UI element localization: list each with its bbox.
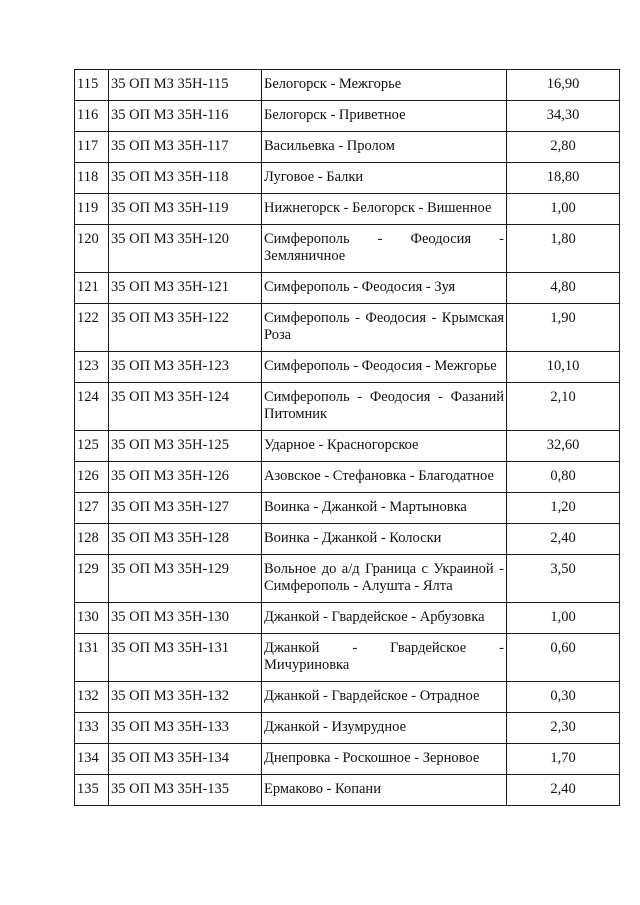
- road-name-cell: [262, 225, 507, 273]
- road-length-cell: [507, 383, 620, 431]
- road-length-cell: [507, 744, 620, 775]
- road-code-cell: [109, 713, 262, 744]
- table-row: [75, 304, 620, 352]
- road-name-cell: [262, 603, 507, 634]
- road-name-cell: [262, 524, 507, 555]
- road-length-text: 34,30: [546, 107, 580, 123]
- road-length-cell: [507, 775, 620, 806]
- road-name-text: Луговое - Балки: [264, 169, 364, 185]
- road-name-cell: [262, 634, 507, 682]
- road-code-text: 35 ОП МЗ 35Н-128: [111, 530, 230, 546]
- road-name-text: Ермаково - Копани: [264, 781, 381, 797]
- row-number-cell: [75, 383, 109, 431]
- road-code-text: 35 ОП МЗ 35Н-129: [111, 561, 230, 577]
- road-code-cell: [109, 304, 262, 352]
- row-number-text: 131: [77, 640, 99, 656]
- road-name-text: Белогорск - Межгорье: [264, 76, 402, 92]
- road-name-text: Нижнегорск - Белогорск - Вишенное: [264, 200, 492, 216]
- row-number-cell: [75, 225, 109, 273]
- road-length-cell: [507, 132, 620, 163]
- row-number-cell: [75, 603, 109, 634]
- table-row: [75, 132, 620, 163]
- road-code-cell: [109, 603, 262, 634]
- row-number-cell: [75, 70, 109, 101]
- road-code-text: 35 ОП МЗ 35Н-123: [111, 358, 230, 374]
- road-code-text: 35 ОП МЗ 35Н-130: [111, 609, 230, 625]
- table-row: [75, 225, 620, 273]
- row-number-cell: [75, 163, 109, 194]
- road-name-text: Джанкой - Изумрудное: [264, 719, 407, 735]
- road-code-cell: [109, 634, 262, 682]
- road-name-text: Симферополь - Феодосия - Фазаний Питомник: [264, 389, 504, 422]
- road-code-text: 35 ОП МЗ 35Н-127: [111, 499, 230, 515]
- row-number-text: 120: [77, 231, 99, 247]
- row-number-text: 134: [77, 750, 99, 766]
- row-number-text: 132: [77, 688, 99, 704]
- road-name-text: Воинка - Джанкой - Колоски: [264, 530, 442, 546]
- road-length-text: 0,60: [550, 640, 576, 656]
- table-row: [75, 682, 620, 713]
- table-row: [75, 744, 620, 775]
- road-length-cell: [507, 163, 620, 194]
- road-length-text: 32,60: [546, 437, 580, 453]
- road-code-text: 35 ОП МЗ 35Н-133: [111, 719, 230, 735]
- table-row: [75, 101, 620, 132]
- road-code-text: 35 ОП МЗ 35Н-116: [111, 107, 229, 123]
- road-length-cell: [507, 524, 620, 555]
- row-number-cell: [75, 462, 109, 493]
- road-length-text: 16,90: [546, 76, 580, 92]
- table-row: [75, 163, 620, 194]
- row-number-text: 128: [77, 530, 99, 546]
- row-number-text: 127: [77, 499, 99, 515]
- road-code-text: 35 ОП МЗ 35Н-124: [111, 389, 230, 405]
- road-name-cell: [262, 194, 507, 225]
- road-code-text: 35 ОП МЗ 35Н-135: [111, 781, 230, 797]
- road-length-text: 1,00: [550, 200, 576, 216]
- road-length-cell: [507, 603, 620, 634]
- road-length-text: 2,80: [550, 138, 576, 154]
- road-length-cell: [507, 273, 620, 304]
- road-name-text: Васильевка - Пролом: [264, 138, 395, 154]
- road-code-text: 35 ОП МЗ 35Н-118: [111, 169, 229, 185]
- road-name-text: Азовское - Стефановка - Благодатное: [264, 468, 494, 484]
- row-number-text: 118: [77, 169, 99, 185]
- road-code-cell: [109, 225, 262, 273]
- road-name-cell: [262, 431, 507, 462]
- road-length-cell: [507, 462, 620, 493]
- row-number-text: 121: [77, 279, 99, 295]
- road-name-text: Воинка - Джанкой - Мартыновка: [264, 499, 467, 515]
- road-length-text: 18,80: [546, 169, 580, 185]
- road-length-text: 4,80: [550, 279, 576, 295]
- row-number-text: 123: [77, 358, 99, 374]
- table-row: [75, 194, 620, 225]
- road-code-cell: [109, 352, 262, 383]
- road-name-cell: [262, 101, 507, 132]
- road-name-text: Джанкой - Гвардейское - Отрадное: [264, 688, 480, 704]
- row-number-cell: [75, 634, 109, 682]
- road-length-cell: [507, 304, 620, 352]
- road-code-text: 35 ОП МЗ 35Н-126: [111, 468, 230, 484]
- road-length-cell: [507, 555, 620, 603]
- road-name-cell: [262, 462, 507, 493]
- road-name-text: Ударное - Красногорское: [264, 437, 419, 453]
- row-number-cell: [75, 194, 109, 225]
- road-code-text: 35 ОП МЗ 35Н-117: [111, 138, 229, 154]
- road-code-text: 35 ОП МЗ 35Н-119: [111, 200, 229, 216]
- row-number-cell: [75, 682, 109, 713]
- table-row: [75, 70, 620, 101]
- road-length-text: 1,70: [550, 750, 576, 766]
- road-length-text: 1,90: [550, 310, 576, 326]
- road-code-text: 35 ОП МЗ 35Н-115: [111, 76, 229, 92]
- road-length-cell: [507, 194, 620, 225]
- road-name-cell: [262, 304, 507, 352]
- roads-table-body: [75, 70, 620, 806]
- road-code-cell: [109, 524, 262, 555]
- road-length-cell: [507, 431, 620, 462]
- row-number-text: 133: [77, 719, 99, 735]
- row-number-cell: [75, 524, 109, 555]
- row-number-cell: [75, 352, 109, 383]
- road-length-cell: [507, 634, 620, 682]
- road-name-text: Днепровка - Роскошное - Зерновое: [264, 750, 480, 766]
- road-code-text: 35 ОП МЗ 35Н-121: [111, 279, 230, 295]
- road-name-cell: [262, 682, 507, 713]
- row-number-text: 135: [77, 781, 99, 797]
- road-code-text: 35 ОП МЗ 35Н-134: [111, 750, 230, 766]
- road-length-text: 10,10: [546, 358, 580, 374]
- row-number-text: 124: [77, 389, 99, 405]
- road-name-cell: [262, 383, 507, 431]
- row-number-text: 116: [77, 107, 99, 123]
- row-number-text: 122: [77, 310, 99, 326]
- row-number-cell: [75, 744, 109, 775]
- row-number-cell: [75, 132, 109, 163]
- row-number-cell: [75, 555, 109, 603]
- road-code-text: 35 ОП МЗ 35Н-132: [111, 688, 230, 704]
- road-name-cell: [262, 132, 507, 163]
- table-row: [75, 273, 620, 304]
- road-code-text: 35 ОП МЗ 35Н-131: [111, 640, 230, 656]
- row-number-text: 126: [77, 468, 99, 484]
- road-name-cell: [262, 713, 507, 744]
- road-name-cell: [262, 555, 507, 603]
- road-code-text: 35 ОП МЗ 35Н-122: [111, 310, 230, 326]
- road-name-text: Джанкой - Гвардейское - Мичуриновка: [264, 640, 504, 673]
- table-row: [75, 524, 620, 555]
- table-row: [75, 555, 620, 603]
- road-length-text: 2,40: [550, 781, 576, 797]
- road-code-text: 35 ОП МЗ 35Н-125: [111, 437, 230, 453]
- road-length-text: 1,80: [550, 231, 576, 247]
- road-name-cell: [262, 70, 507, 101]
- road-code-cell: [109, 493, 262, 524]
- road-length-text: 0,30: [550, 688, 576, 704]
- road-name-text: Вольное до а/д Граница с Украиной - Симферополь - Алушта - Ялта: [264, 561, 504, 594]
- row-number-text: 115: [77, 76, 99, 92]
- row-number-text: 125: [77, 437, 99, 453]
- table-row: [75, 775, 620, 806]
- road-length-text: 2,30: [550, 719, 576, 735]
- road-length-cell: [507, 682, 620, 713]
- row-number-cell: [75, 493, 109, 524]
- road-name-text: Симферополь - Феодосия - Зуя: [264, 279, 456, 295]
- table-row: [75, 603, 620, 634]
- row-number-text: 119: [77, 200, 99, 216]
- table-row: [75, 493, 620, 524]
- road-name-text: Симферополь - Феодосия - Межгорье: [264, 358, 497, 374]
- road-length-text: 2,40: [550, 530, 576, 546]
- road-code-cell: [109, 163, 262, 194]
- table-row: [75, 352, 620, 383]
- row-number-text: 117: [77, 138, 99, 154]
- road-length-cell: [507, 352, 620, 383]
- road-name-text: Симферополь - Феодосия - Крымская Роза: [264, 310, 504, 343]
- road-name-text: Симферополь - Феодосия - Земляничное: [264, 231, 504, 264]
- road-code-cell: [109, 132, 262, 163]
- road-code-cell: [109, 70, 262, 101]
- row-number-cell: [75, 101, 109, 132]
- road-name-cell: [262, 493, 507, 524]
- road-length-cell: [507, 713, 620, 744]
- road-length-text: 3,50: [550, 561, 576, 577]
- road-code-cell: [109, 383, 262, 431]
- row-number-cell: [75, 304, 109, 352]
- row-number-cell: [75, 273, 109, 304]
- road-code-cell: [109, 744, 262, 775]
- road-length-text: 1,00: [550, 609, 576, 625]
- row-number-text: 130: [77, 609, 99, 625]
- road-name-cell: [262, 352, 507, 383]
- roads-table: [74, 69, 620, 806]
- road-code-cell: [109, 194, 262, 225]
- row-number-cell: [75, 775, 109, 806]
- road-code-cell: [109, 555, 262, 603]
- row-number-text: 129: [77, 561, 99, 577]
- road-code-cell: [109, 273, 262, 304]
- table-row: [75, 462, 620, 493]
- road-length-cell: [507, 493, 620, 524]
- row-number-cell: [75, 431, 109, 462]
- road-name-text: Джанкой - Гвардейское - Арбузовка: [264, 609, 485, 625]
- road-code-cell: [109, 431, 262, 462]
- road-name-cell: [262, 273, 507, 304]
- road-length-text: 2,10: [550, 389, 576, 405]
- table-row: [75, 431, 620, 462]
- road-length-text: 1,20: [550, 499, 576, 515]
- road-length-text: 0,80: [550, 468, 576, 484]
- road-name-text: Белогорск - Приветное: [264, 107, 406, 123]
- road-length-cell: [507, 70, 620, 101]
- road-code-cell: [109, 775, 262, 806]
- row-number-cell: [75, 713, 109, 744]
- road-code-text: 35 ОП МЗ 35Н-120: [111, 231, 230, 247]
- road-name-cell: [262, 744, 507, 775]
- table-row: [75, 383, 620, 431]
- table-row: [75, 713, 620, 744]
- road-name-cell: [262, 775, 507, 806]
- road-length-cell: [507, 225, 620, 273]
- road-code-cell: [109, 462, 262, 493]
- road-code-cell: [109, 101, 262, 132]
- table-row: [75, 634, 620, 682]
- road-code-cell: [109, 682, 262, 713]
- road-name-cell: [262, 163, 507, 194]
- road-length-cell: [507, 101, 620, 132]
